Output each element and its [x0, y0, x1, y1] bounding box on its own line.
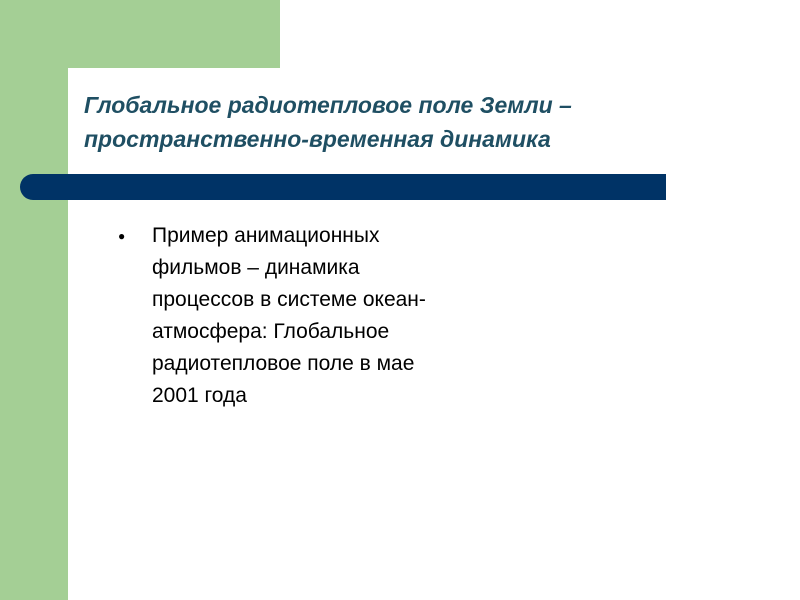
bullet-item: [118, 220, 448, 412]
top-left-green-block: [0, 0, 280, 68]
slide-title: Глобальное радиотепловое поле Земли – пространственно-временная динамика: [84, 92, 572, 152]
title-underline-bar: [20, 174, 666, 200]
left-green-stripe: [0, 0, 68, 600]
bullet-text: Пример анимационных фильмов – динамика процессов в системе океан-атмосфера: Глобальное радиотепловое поле в мае 2001 года: [152, 224, 426, 407]
bullet-marker-icon: ●: [118, 229, 126, 243]
bullet-list: [118, 220, 448, 412]
